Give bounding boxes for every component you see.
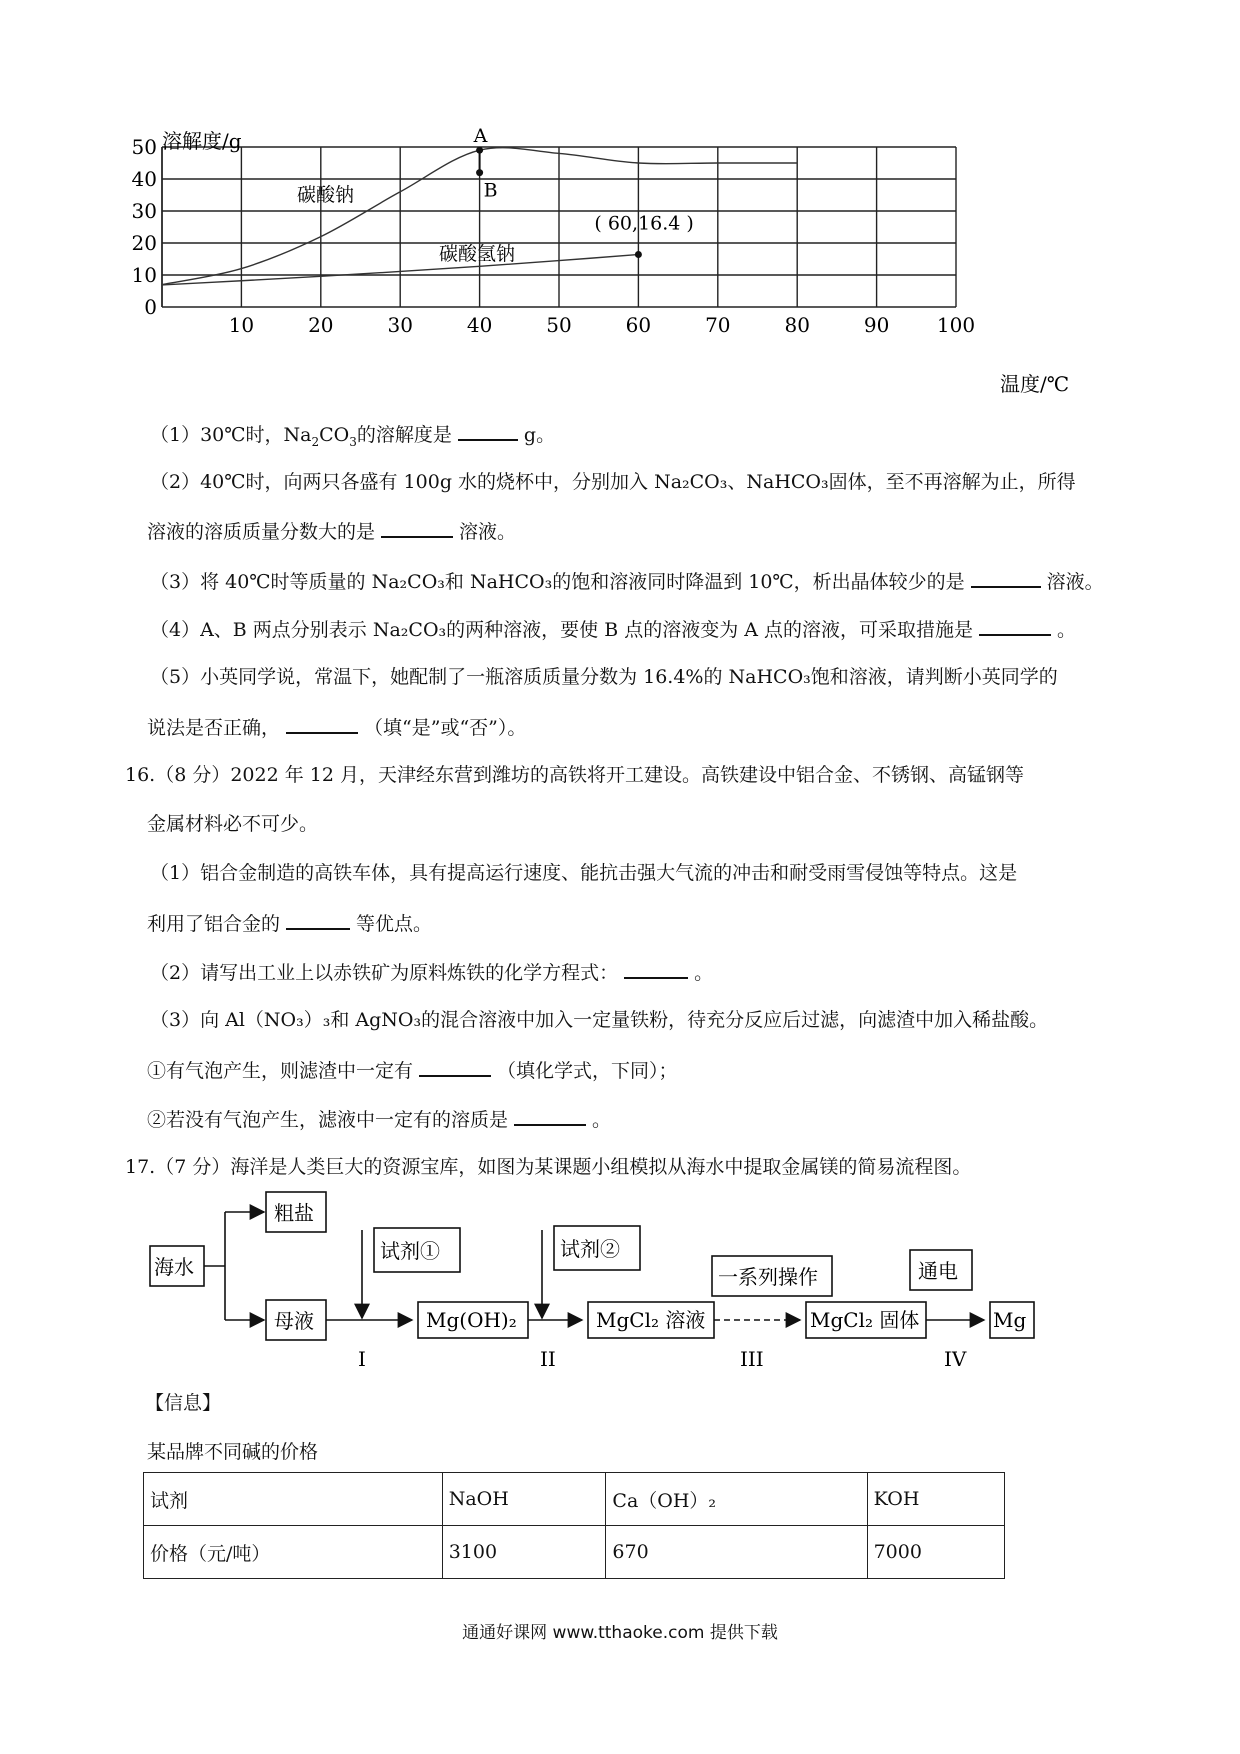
table-cell: Ca（OH）₂	[606, 1473, 867, 1526]
x-tick-label: 100	[936, 313, 976, 337]
magnesium-flow-diagram	[140, 1190, 1040, 1380]
q16-stem-line2: 金属材料必不可少。	[147, 813, 319, 835]
series-label-2: 碳酸氢钠	[439, 243, 516, 265]
info-caption: 某品牌不同碱的价格	[147, 1441, 319, 1463]
answer-blank[interactable]	[458, 419, 518, 441]
q16-stem-line1: 16.（8 分）2022 年 12 月，天津经东营到潍坊的高铁将开工建设。高铁建设中铝合金、不锈钢、高锰钢等	[125, 764, 1024, 786]
step-2-label: II	[540, 1347, 556, 1371]
annotation-point	[476, 147, 483, 154]
answer-blank[interactable]	[419, 1055, 491, 1077]
q16-sub1: ①有气泡产生，则滤渣中一定有 （填化学式，下同）；	[147, 1055, 678, 1085]
step-4-label: IV	[944, 1347, 967, 1371]
info-heading: 【信息】	[145, 1392, 222, 1414]
y-tick-label: 40	[131, 167, 157, 191]
reagent1-label: 试剂①	[380, 1239, 440, 1263]
mgcl2-solution-node: MgCl₂ 溶液	[596, 1308, 706, 1332]
base-price-table	[143, 1472, 1005, 1579]
q16-sub2: ②若没有气泡产生，滤液中一定有的溶质是 。	[147, 1104, 611, 1134]
step-1-label: I	[358, 1347, 366, 1371]
y-tick-label: 50	[131, 135, 157, 159]
x-tick-label: 70	[705, 313, 731, 337]
q16-part1-line2: 利用了铝合金的 等优点。	[147, 908, 432, 938]
answer-blank[interactable]	[514, 1104, 586, 1126]
x-tick-label: 90	[863, 313, 890, 337]
q15-part1: （1）30℃时，$Na_2CO_3$的溶解度是 g。	[150, 419, 555, 456]
answer-blank[interactable]	[381, 516, 453, 538]
mother-liquor-node: 母液	[274, 1309, 314, 1333]
y-tick-labels	[132, 135, 157, 319]
annotation-point	[476, 169, 483, 176]
mg-node: Mg	[993, 1308, 1027, 1332]
table-cell: 价格（元/吨）	[144, 1526, 443, 1579]
x-tick-label: 60	[625, 313, 652, 337]
x-tick-label: 80	[784, 313, 810, 337]
series-label-1: 碳酸钠	[297, 184, 355, 206]
table-cell: NaOH	[442, 1473, 606, 1526]
electrolysis-label: 通电	[918, 1259, 958, 1283]
x-axis-label: 温度/℃	[1000, 372, 1070, 396]
x-tick-label: 30	[387, 313, 413, 337]
solubility-chart	[131, 125, 1100, 400]
answer-blank[interactable]	[624, 957, 688, 979]
table-cell: 670	[606, 1526, 867, 1579]
point-60-label: ( 60,16.4 )	[594, 212, 694, 235]
table-row	[144, 1473, 1005, 1526]
point-b-label: B	[483, 179, 498, 202]
x-tick-label: 20	[308, 313, 334, 337]
chart-grid	[162, 147, 956, 307]
answer-blank[interactable]	[979, 614, 1051, 636]
y-tick-label: 0	[144, 295, 157, 319]
q16-part3: （3）向 Al（NO₃）₃和 AgNO₃的混合溶液中加入一定量铁粉，待充分反应后过滤，向滤渣中加入稀盐酸。	[150, 1009, 1049, 1031]
y-tick-label: 10	[131, 263, 157, 287]
y-axis-label: 溶解度/g	[162, 129, 242, 153]
annotation-point	[635, 251, 642, 258]
table-row	[144, 1526, 1005, 1579]
table-cell: 3100	[442, 1526, 606, 1579]
page-footer: 通通好课网 www.tthaoke.com 提供下载	[462, 1623, 778, 1643]
chart-annotations	[473, 125, 694, 258]
mgcl2-solid-node: MgCl₂ 固体	[810, 1308, 920, 1332]
x-tick-label: 40	[466, 313, 493, 337]
q15-part2-line1: （2）40℃时，向两只各盛有 100g 水的烧杯中，分别加入 Na₂CO₃、NaHCO₃固体，至不再溶解为止，所得	[150, 471, 1076, 493]
point-a-label: A	[473, 125, 488, 148]
step-3-label: III	[740, 1347, 764, 1371]
crude-salt-node: 粗盐	[274, 1201, 314, 1225]
q15-part4: （4）A、B 两点分别表示 Na₂CO₃的两种溶液，要使 B 点的溶液变为 A 点的溶液，可采取措施是 。	[150, 614, 1076, 644]
q15-part3: （3）将 40℃时等质量的 Na₂CO₃和 NaHCO₃的饱和溶液同时降温到 10℃，析出晶体较少的是 溶液。	[150, 566, 1104, 596]
seawater-node: 海水	[154, 1255, 194, 1279]
mgoh2-node: Mg(OH)₂	[426, 1308, 517, 1332]
y-tick-label: 20	[131, 231, 157, 255]
q15-part2-line2: 溶液的溶质质量分数大的是 溶液。	[147, 516, 516, 546]
x-tick-labels	[229, 313, 975, 337]
table-cell: KOH	[867, 1473, 1004, 1526]
q16-part2: （2）请写出工业上以赤铁矿为原料炼铁的化学方程式： 。	[150, 957, 713, 987]
q16-part1-line1: （1）铝合金制造的高铁车体，具有提高运行速度、能抗击强大气流的冲击和耐受雨雪侵蚀等特点。这是	[150, 862, 1018, 884]
q17-stem: 17.（7 分）海洋是人类巨大的资源宝库，如图为某课题小组模拟从海水中提取金属镁的简易流程图。	[125, 1156, 972, 1178]
table-cell: 试剂	[144, 1473, 443, 1526]
q15-part5-line1: （5）小英同学说，常温下，她配制了一瓶溶质质量分数为 16.4%的 NaHCO₃饱和溶液，请判断小英同学的	[150, 666, 1058, 688]
answer-blank[interactable]	[286, 908, 350, 930]
q15-part5-line2: 说法是否正确， （填“是”或“否”）。	[147, 712, 526, 742]
table-cell: 7000	[867, 1526, 1004, 1579]
x-tick-label: 50	[546, 313, 572, 337]
operations-label: 一系列操作	[718, 1265, 818, 1289]
answer-blank[interactable]	[971, 566, 1041, 588]
answer-blank[interactable]	[286, 712, 358, 734]
reagent2-label: 试剂②	[560, 1237, 620, 1261]
x-tick-label: 10	[228, 313, 255, 337]
y-tick-label: 30	[131, 199, 157, 223]
